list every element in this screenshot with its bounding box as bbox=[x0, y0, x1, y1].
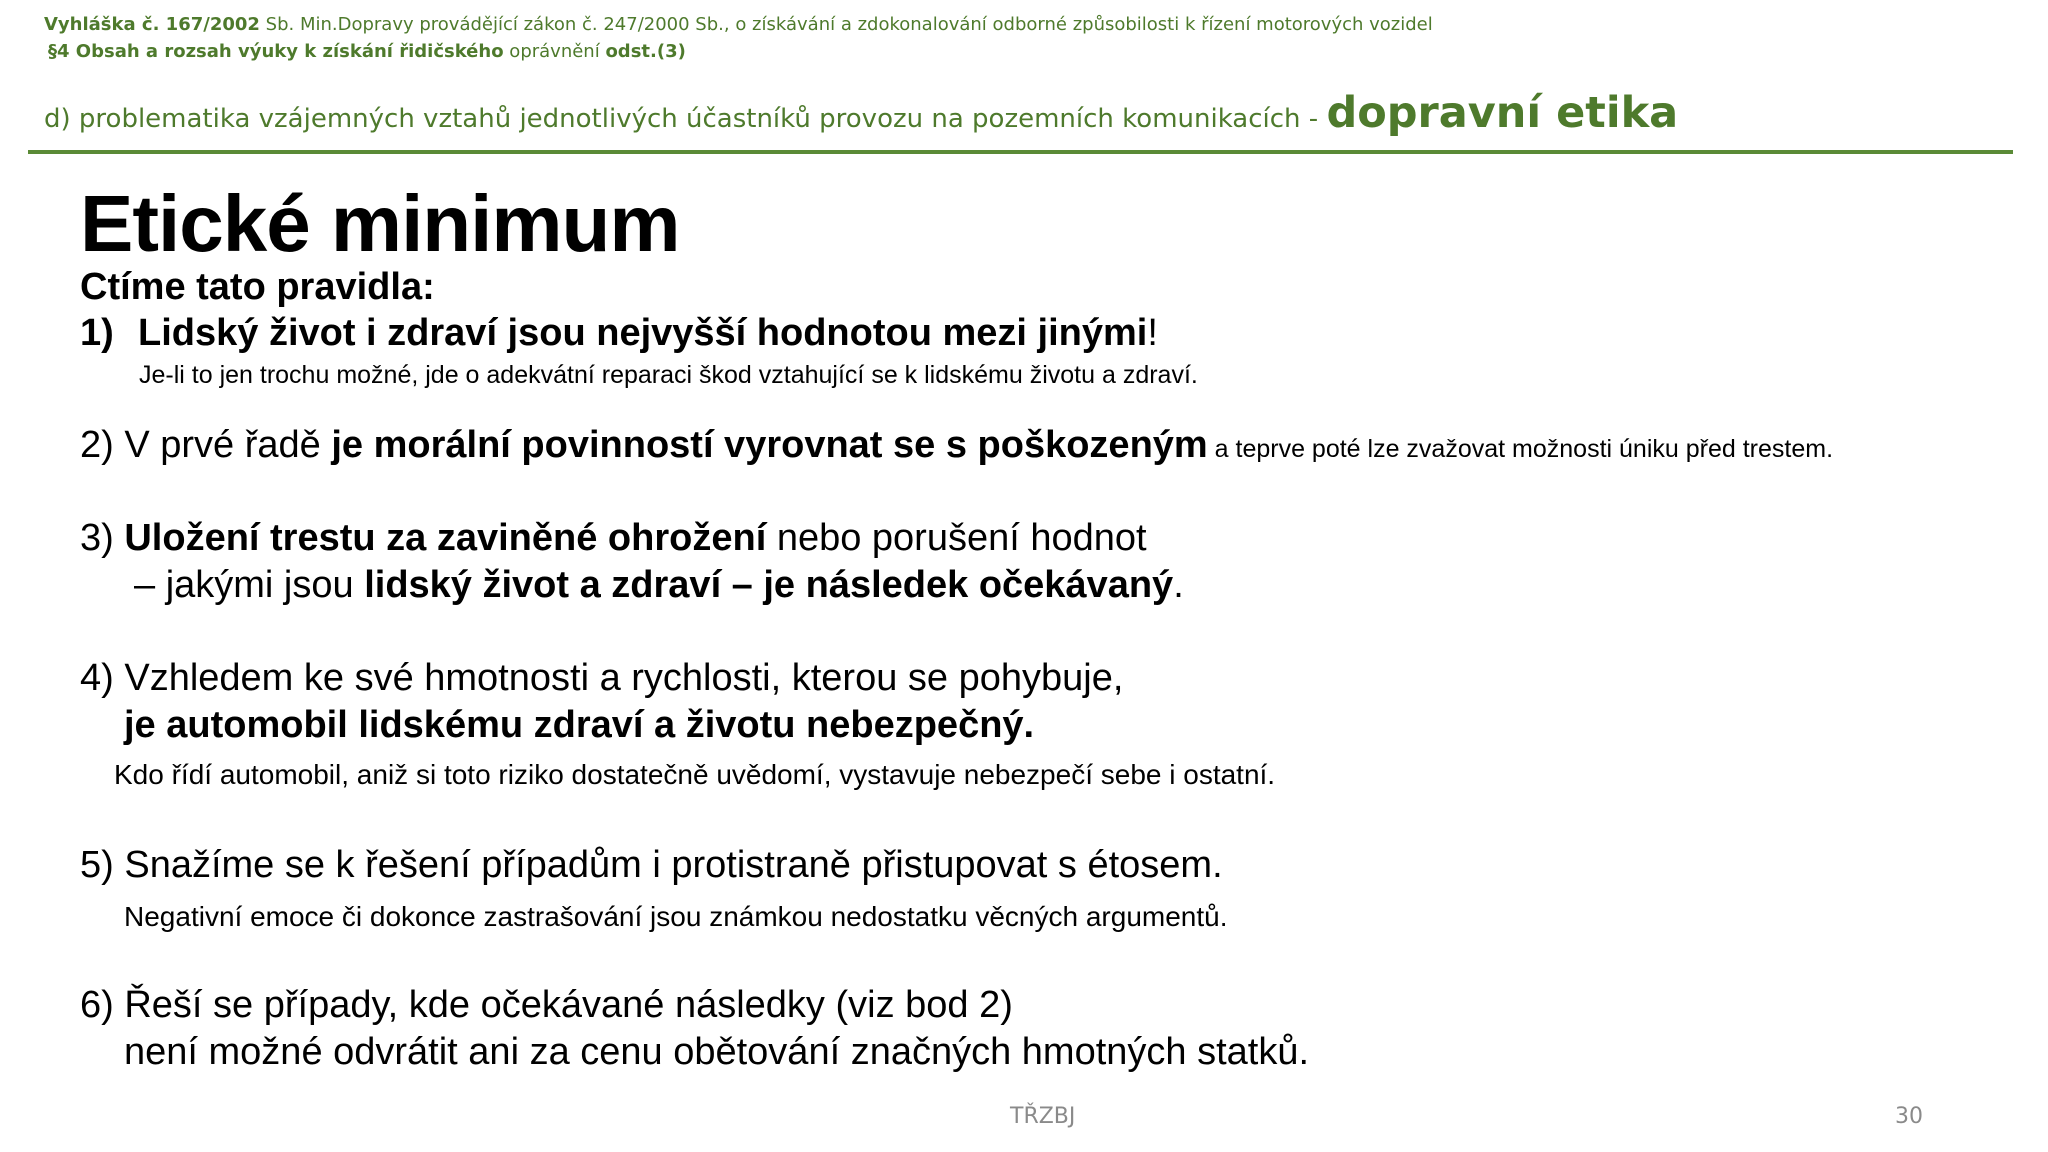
header-law-title: Sb. Min.Dopravy provádějící zákon č. 247/2000 Sb., o získávání a zdokonalování odborné způsobilosti k řízení motorových vozidel bbox=[259, 14, 1433, 35]
rule-1-number: 1) bbox=[80, 312, 114, 354]
rule-4-line-1: 4) Vzhledem ke své hmotnosti a rychlosti, kterou se pohybuje, bbox=[80, 657, 1124, 699]
rule-5-line-1: 5) Snažíme se k řešení případům i protistraně přistupovat s étosem. bbox=[80, 844, 1223, 886]
header-section-mid: oprávnění bbox=[503, 41, 606, 62]
rule-2-note: a teprve poté lze zvažovat možnosti úniku před trestem. bbox=[1207, 435, 1834, 463]
header-section-paragraph: odst.(3) bbox=[605, 41, 686, 62]
rule-3-prefix: 3) bbox=[80, 517, 125, 559]
rule-5-note: Negativní emoce či dokonce zastrašování jsou známkou nedostatku věcných argumentů. bbox=[124, 901, 1228, 932]
rule-2 bbox=[80, 424, 1833, 467]
rule-3-emphasis: Uložení trestu za zaviněné ohrožení bbox=[124, 517, 767, 559]
header-law-number: Vyhláška č. 167/2002 bbox=[44, 14, 260, 35]
rule-2-prefix: 2) V prvé řadě bbox=[80, 424, 332, 466]
rule-4-line-2: je automobil lidskému zdraví a životu nebezpečný. bbox=[124, 704, 1035, 746]
rule-3-rest: nebo porušení hodnot bbox=[766, 517, 1147, 559]
rule-1-text: Lidský život i zdraví jsou nejvyšší hodnotou mezi jinými bbox=[138, 312, 1148, 354]
rule-3-line-2-end: . bbox=[1173, 564, 1184, 606]
rule-3-line-2-emphasis: lidský život a zdraví – je následek očekávaný bbox=[364, 564, 1174, 606]
rule-6-line-2: není možné odvrátit ani za cenu obětování značných hmotných statků. bbox=[124, 1031, 1310, 1073]
rule-6-line-1: 6) Řeší se případy, kde očekávané následky (viz bod 2) bbox=[80, 984, 1013, 1026]
rule-3-line-2 bbox=[134, 564, 1184, 607]
rule-1-end: ! bbox=[1147, 312, 1158, 354]
header-divider bbox=[28, 150, 2013, 154]
footer-label: TŘZBJ bbox=[1010, 1104, 1076, 1129]
header-section-label: §4 Obsah a rozsah výuky k získání řidičského bbox=[48, 41, 504, 62]
rule-3-line-2-prefix: – jakými jsou bbox=[134, 564, 365, 606]
header-topic-text: d) problematika vzájemných vztahů jednotlivých účastníků provozu na pozemních komunikacích - bbox=[44, 104, 1327, 134]
slide-title: Etické minimum bbox=[80, 179, 680, 268]
rule-3-line-1 bbox=[80, 517, 1147, 560]
rule-4-note: Kdo řídí automobil, aniž si toto riziko dostatečně uvědomí, vystavuje nebezpečí sebe i ostatní. bbox=[114, 759, 1276, 790]
header-topic-emphasis: dopravní etika bbox=[1326, 88, 1679, 138]
header-law-reference bbox=[44, 14, 1433, 35]
slide-subtitle: Ctíme tato pravidla: bbox=[80, 266, 435, 308]
rule-1-note: Je-li to jen trochu možné, jde o adekvátní reparaci škod vztahující se k lidskému životu a zdraví. bbox=[139, 361, 1198, 389]
header-section-reference bbox=[48, 41, 686, 62]
rule-2-emphasis: je morální povinností vyrovnat se s poškozeným bbox=[331, 424, 1208, 466]
rule-1 bbox=[80, 312, 1158, 355]
page-number: 30 bbox=[1895, 1104, 1923, 1129]
header-topic bbox=[44, 88, 1678, 138]
